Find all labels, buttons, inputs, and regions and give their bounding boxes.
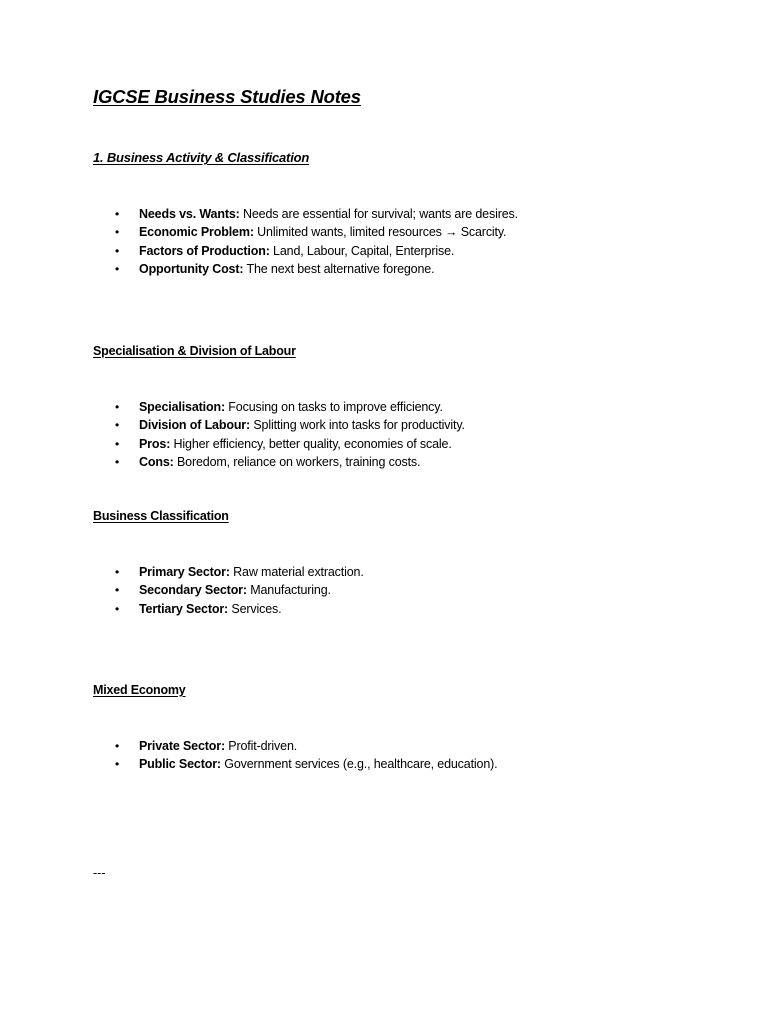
specialisation-list (93, 398, 465, 472)
list-item-term: Secondary Sector: (139, 583, 247, 598)
list-item (93, 242, 518, 260)
list-item (93, 260, 518, 278)
list-item (93, 453, 465, 471)
list-item (93, 563, 364, 581)
list-item-text: Higher efficiency, better quality, economies of scale. (170, 436, 452, 451)
list-item-text: Splitting work into tasks for productivity. (250, 418, 465, 433)
list-item-term: Economic Problem: (139, 225, 254, 240)
list-item-term: Pros: (139, 436, 171, 451)
list-item-term: Cons: (139, 455, 174, 470)
list-item (93, 205, 518, 223)
section-heading-specialisation: Specialisation & Division of Labour (93, 344, 296, 358)
bullet-icon: • (115, 207, 120, 221)
list-item-term: Primary Sector: (139, 565, 230, 579)
bullet-icon: • (115, 418, 120, 433)
business-classification-list (93, 563, 364, 618)
bullet-icon: • (115, 400, 120, 414)
section-heading-business-activity: 1. Business Activity & Classification (93, 150, 310, 165)
list-item-term: Needs vs. Wants: (139, 207, 240, 221)
section-heading-mixed-economy: Mixed Economy (93, 683, 186, 697)
bullet-icon: • (115, 436, 120, 451)
mixed-economy-list (93, 737, 497, 774)
list-item-text: Needs are essential for survival; wants are desires. (239, 207, 518, 221)
document-title: IGCSE Business Studies Notes (93, 86, 361, 107)
list-item-term: Public Sector: (139, 757, 221, 772)
list-item-term: Opportunity Cost: (139, 262, 244, 277)
bullet-icon: • (115, 601, 120, 616)
list-item (93, 737, 497, 755)
bullet-icon: • (115, 565, 120, 579)
list-item-text: Unlimited wants, limited resources → Scarcity. (253, 225, 507, 240)
list-item (93, 435, 465, 453)
list-item-text: Manufacturing. (246, 583, 331, 598)
business-activity-list (93, 205, 518, 279)
list-item-text: Focusing on tasks to improve efficiency. (224, 400, 443, 414)
list-item (93, 755, 497, 773)
list-item (93, 398, 465, 416)
bullet-icon: • (115, 583, 120, 598)
bullet-icon: • (115, 243, 120, 258)
list-item-term: Specialisation: (139, 400, 225, 414)
bullet-icon: • (115, 262, 120, 277)
bullet-icon: • (115, 225, 120, 240)
list-item-text: Services. (228, 601, 282, 616)
section-heading-business-classification: Business Classification (93, 509, 229, 523)
bullet-icon: • (115, 455, 120, 470)
list-item (93, 416, 465, 434)
section-separator: --- (93, 866, 106, 880)
list-item-text: Government services (e.g., healthcare, education). (220, 757, 498, 772)
list-item-text: Raw material extraction. (229, 565, 364, 579)
list-item-text: Land, Labour, Capital, Enterprise. (269, 243, 455, 258)
list-item-text: Profit-driven. (224, 739, 298, 753)
list-item-text: The next best alternative foregone. (243, 262, 435, 277)
list-item-term: Factors of Production: (139, 243, 270, 258)
list-item (93, 223, 518, 241)
list-item-term: Private Sector: (139, 739, 225, 753)
list-item (93, 600, 364, 618)
list-item-term: Tertiary Sector: (139, 601, 229, 616)
list-item-term: Division of Labour: (139, 418, 251, 433)
list-item (93, 581, 364, 599)
bullet-icon: • (115, 757, 120, 772)
bullet-icon: • (115, 739, 120, 753)
list-item-text: Boredom, reliance on workers, training costs. (173, 455, 421, 470)
